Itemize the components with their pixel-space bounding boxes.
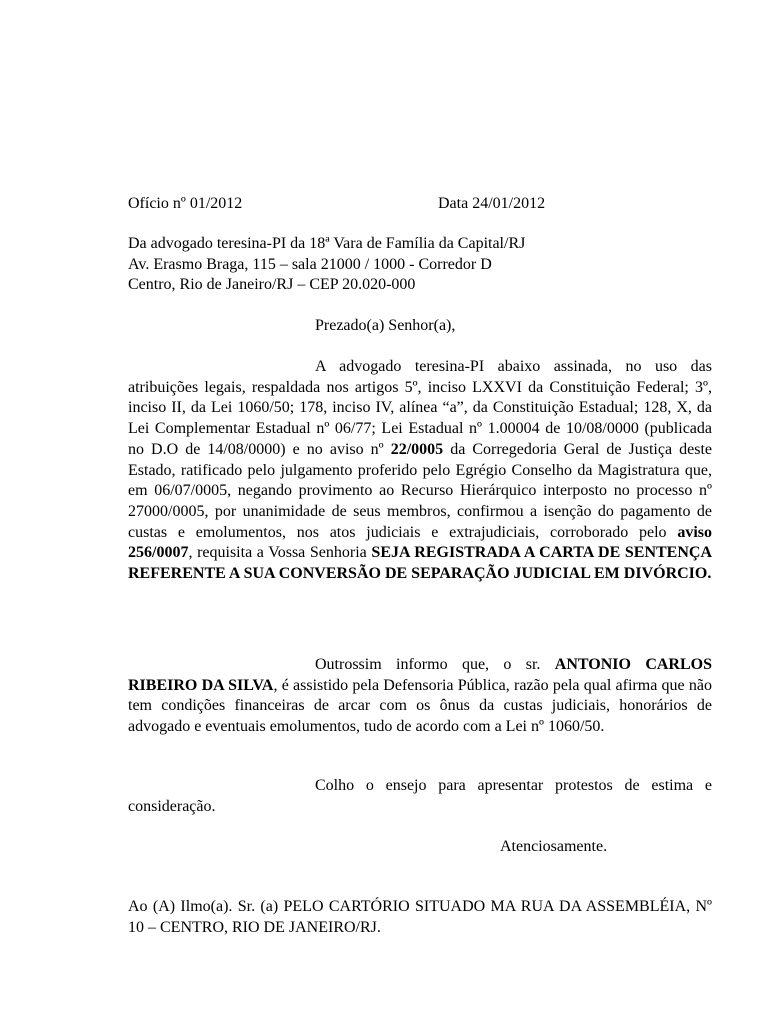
- oficio-number: Ofício nº 01/2012: [128, 195, 243, 212]
- addressee: Ao (A) Ilmo(a). Sr. (a) PELO CARTÓRIO SITUADO MA RUA DA ASSEMBLÉIA, Nº 10 – CENTRO, RIO DE JANEIRO/RJ.: [128, 898, 712, 936]
- paragraph-request-text-a: A advogado teresina-PI abaixo assinada, no uso das atribuições legais, respaldada nos artigos 5º, inciso LXXVI da Constituição Federal; 3º, inciso II, da Lei 1060/50; 178, inciso IV, alínea “a”, da Constituição Estadual; 128, X, da Lei Complementar Estadual nº 06/77; Lei Estadual nº 1.00004 de 10/08/0000 (publicada no D.O de 14/08/0000) e no aviso nº: [128, 358, 712, 458]
- paragraph-assistance: [128, 655, 712, 738]
- paragraph-assistance-text-b: , é assistido pela Defensoria Pública, razão pela qual afirma que não tem condições financeiras de arcar com os ônus da custas judiciais, honorários de advogado e eventuais emolumentos, tudo de acordo com a Lei nº 1060/50.: [128, 676, 713, 736]
- document-date: Data 24/01/2012: [438, 195, 546, 212]
- aviso-number-1: 22/0005: [390, 440, 444, 458]
- paragraph-regards: Colho o ensejo para apresentar protestos de estima e consideração.: [128, 777, 712, 815]
- request-statement: SEJA REGISTRADA A CARTA DE SENTENÇA REFERENTE A SUA CONVERSÃO DE SEPARAÇÃO JUDICIAL EM DIVÓRCIO.: [128, 544, 713, 583]
- paragraph-request-text-c: , requisita a Vossa Senhoria: [188, 544, 372, 562]
- assisted-person-name: ANTONIO CARLOS RIBEIRO DA SILVA: [128, 656, 712, 694]
- salutation: Prezado(a) Senhor(a),: [315, 317, 456, 334]
- sender-line-1: Da advogado teresina-PI da 18ª Vara de Família da Capital/RJ: [128, 235, 526, 252]
- sender-line-3: Centro, Rio de Janeiro/RJ – CEP 20.020-000: [128, 276, 416, 293]
- paragraph-request: [128, 357, 712, 585]
- paragraph-request-text-b: da Corregedoria Geral de Justiça deste Estado, ratificado pelo julgamento proferido pelo Egrégio Conselho da Magistratura que, em 06/07/0005, negando provimento ao Recurso Hierárquico interposto no processo nº 27000/0005, por unanimidade de seus membros, confirmou a isenção do pagamento de custas e emolumentos, nos atos judiciais e extrajudiciais, corroborado pelo: [128, 440, 713, 541]
- sender-line-2: Av. Erasmo Braga, 115 – sala 21000 / 1000 - Corredor D: [128, 256, 492, 273]
- closing: Atenciosamente.: [500, 838, 608, 855]
- aviso-number-2: aviso 256/0007: [128, 523, 712, 562]
- paragraph-assistance-text-a: Outrossim informo que, o sr.: [315, 656, 555, 673]
